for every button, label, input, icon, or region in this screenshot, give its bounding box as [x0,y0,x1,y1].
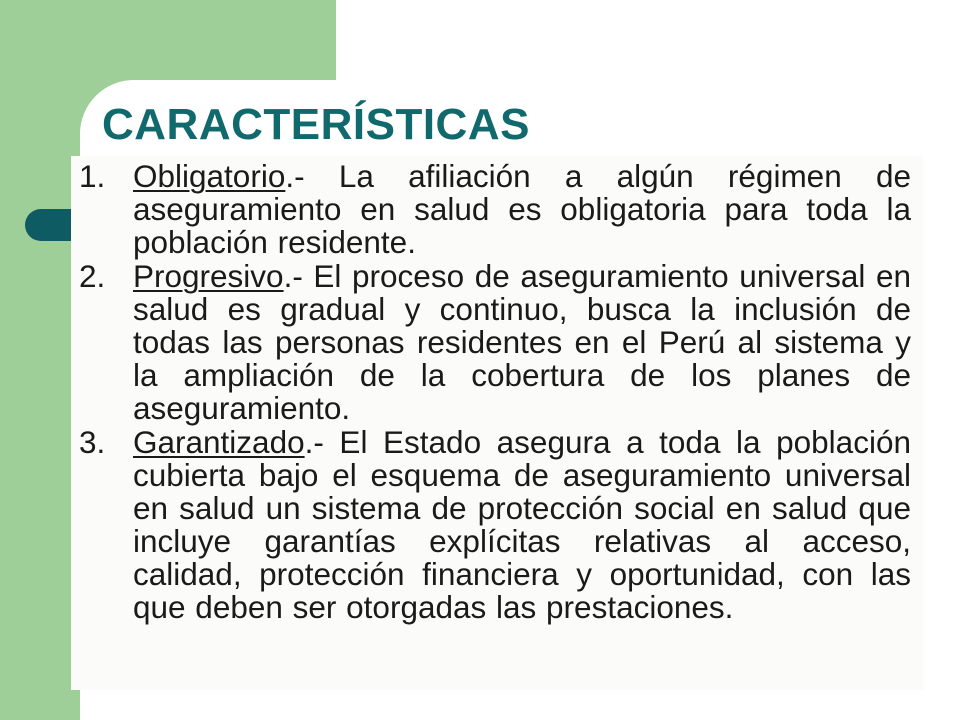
item-number: 2. [79,258,106,294]
list-item-progresivo [71,260,923,425]
characteristics-list [71,156,923,624]
item-text: El proceso de aseguramiento universal en salud es gradual y continuo, busca la inclusión de todas las personas residentes en el Perú al sistema y la ampliación de la cobertura de los planes de aseguramiento. [133,258,911,426]
item-term: Garantizado [133,424,305,460]
scanned-document-image [71,156,923,690]
item-term: Progresivo [133,258,284,294]
list-item-garantizado [71,426,923,624]
item-term: Obligatorio [133,158,286,194]
item-separator: .- [304,424,324,460]
item-text: El Estado asegura a toda la población cubierta bajo el esquema de aseguramiento universal en salud un sistema de protección social en salud que incluye garantías explícitas relativas al acceso, calidad, protección financiera y oportunidad, con las que deben ser otorgadas las prestaciones. [133,424,911,625]
item-separator: .- [283,258,303,294]
item-separator: .- [285,158,305,194]
item-number: 1. [79,158,106,194]
item-text: La afiliación a algún régimen de aseguramiento en salud es obligatoria para toda la población residente. [133,158,911,260]
slide-title: CARACTERÍSTICAS [102,100,530,149]
item-number: 3. [79,424,106,460]
list-item-obligatorio [71,160,923,259]
